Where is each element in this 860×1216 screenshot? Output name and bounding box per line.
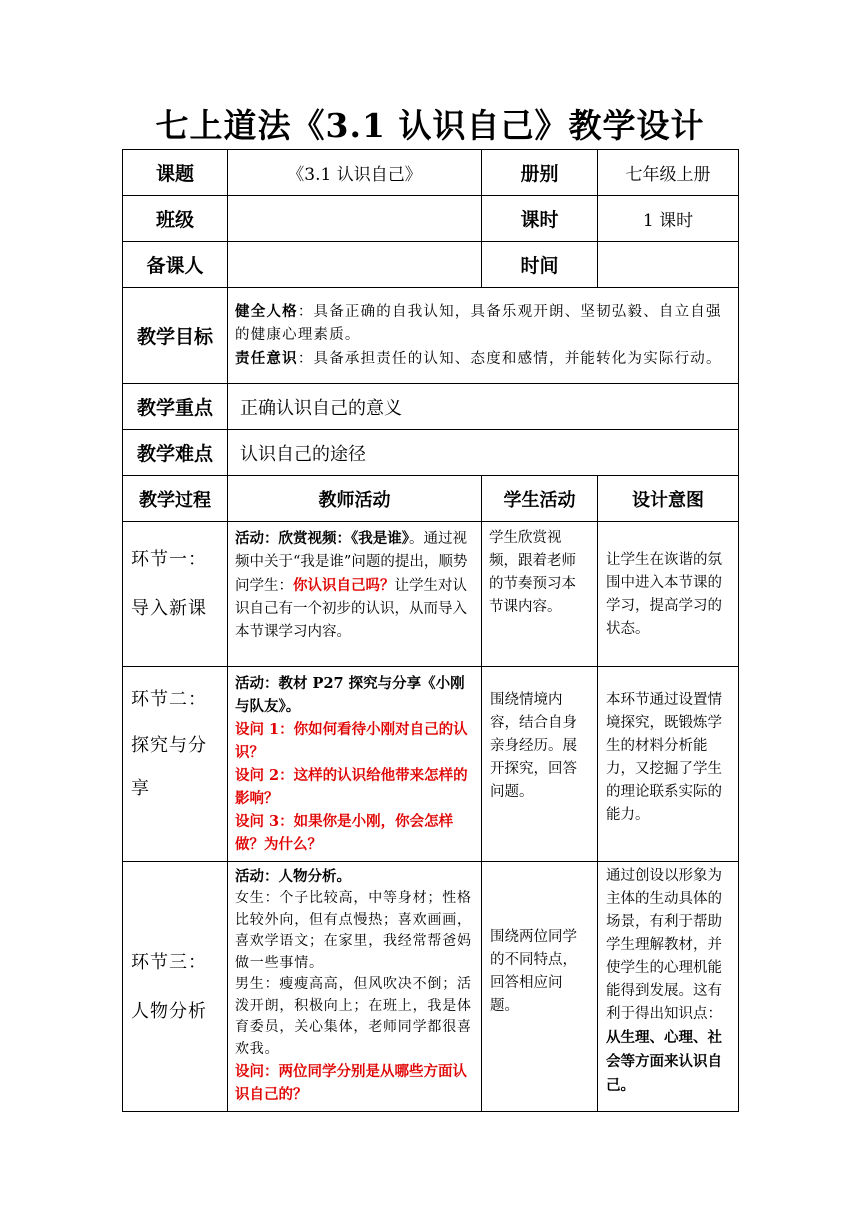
goal-1-text: ：具备正确的自我认知，具备乐观开朗、坚韧弘毅、自立自强的健康心理素质。 <box>235 304 722 343</box>
step2-intent: 本环节通过设置情境探究，既锻炼学生的材料分析能力，又挖掘了学生的理论联系实际的能力。 <box>598 667 739 862</box>
step3-teacher <box>228 862 482 1112</box>
step1-teacher-text1: 。通过视频中关于“我是谁”问题的提出，顺势问学生： <box>235 531 468 594</box>
time-value <box>598 242 739 288</box>
row-step1 <box>123 522 739 667</box>
step2-question-3: 设问 3：如果你是小刚，你会怎样做？为什么？ <box>235 813 454 853</box>
step3-name <box>123 862 228 1112</box>
preparer-value <box>228 242 482 288</box>
step3-teacher-activity: 活动：人物分析。 <box>235 868 351 885</box>
step2-teacher-activity: 活动：教材 P27 探究与分享《小刚与队友》。 <box>235 675 465 715</box>
step3-girl-description: 女生：个子比较高，中等身材；性格比较外向，但有点慢热；喜欢画画，喜欢学语文；在家里，我经常帮爸妈做一些事情。 <box>235 890 472 971</box>
step1-teacher-text2: 让学生对认识自己有一个初步的认识，从而导入本节课学习内容。 <box>235 578 467 640</box>
row-topic <box>123 150 739 196</box>
step2-name <box>123 667 228 862</box>
step1-teacher <box>228 522 482 667</box>
step1-name-line2: 导入新课 <box>131 598 207 619</box>
step2-teacher <box>228 667 482 862</box>
class-label: 班级 <box>123 196 228 242</box>
volume-label: 册别 <box>482 150 598 196</box>
step3-student: 围绕两位同学的不同特点，回答相应问题。 <box>482 862 598 1112</box>
header-process: 教学过程 <box>123 476 228 522</box>
step3-boy-description: 男生：瘦瘦高高，但风吹决不倒；活泼开朗，积极向上；在班上，我是体育委员，关心集体，老师同学都很喜欢我。 <box>235 976 472 1057</box>
header-intent: 设计意图 <box>598 476 739 522</box>
step1-name <box>123 522 228 667</box>
topic-value: 《3.1 认识自己》 <box>228 150 482 196</box>
row-class <box>123 196 739 242</box>
goal-2 <box>235 347 731 371</box>
goal-2-title: 责任意识 <box>235 350 298 367</box>
goal-1 <box>235 300 731 347</box>
step2-student: 围绕情境内容，结合自身亲身经历。展开探究，回答问题。 <box>482 667 598 862</box>
hours-label: 课时 <box>482 196 598 242</box>
step2-question-1: 设问 1：你如何看待小刚对自己的认识？ <box>235 721 468 761</box>
step3-intent-text: 通过创设以形象为主体的生动具体的场景，有利于帮助学生理解教材，并使学生的心理机能能得到发展。这有利于得出知识点： <box>606 868 722 1022</box>
header-student: 学生活动 <box>482 476 598 522</box>
step2-name-line2: 探究与分享 <box>131 735 207 799</box>
row-difficulty <box>123 430 739 476</box>
row-goals <box>123 288 739 384</box>
difficulty-label: 教学难点 <box>123 430 228 476</box>
hours-value: 1 课时 <box>598 196 739 242</box>
step3-name-line1: 环节三： <box>131 951 207 973</box>
class-value <box>228 196 482 242</box>
step3-name-line2: 人物分析 <box>131 1000 207 1022</box>
difficulty-value: 认识自己的途径 <box>228 430 739 476</box>
row-step3 <box>123 862 739 1112</box>
step2-name-line1: 环节二： <box>131 689 207 710</box>
topic-label: 课题 <box>123 150 228 196</box>
volume-value: 七年级上册 <box>598 150 739 196</box>
row-step2 <box>123 667 739 862</box>
goals-label: 教学目标 <box>123 288 228 384</box>
page-title: 七上道法《3.1 认识自己》教学设计 <box>155 106 705 145</box>
step1-name-line1: 环节一： <box>131 549 207 570</box>
header-teacher: 教师活动 <box>228 476 482 522</box>
row-focus <box>123 384 739 430</box>
step1-intent: 让学生在诙谐的氛围中进入本节课的学习，提高学习的状态。 <box>598 522 739 667</box>
row-process-header <box>123 476 739 522</box>
focus-value: 正确认识自己的意义 <box>228 384 739 430</box>
step3-intent <box>598 862 739 1112</box>
preparer-label: 备课人 <box>123 242 228 288</box>
step2-question-2: 设问 2：这样的认识给他带来怎样的影响？ <box>235 767 468 807</box>
step3-intent-conclusion: 从生理、心理、社会等方面来认识自己。 <box>606 1029 722 1094</box>
step1-student: 学生欣赏视频，跟着老师的节奏预习本节课内容。 <box>482 522 598 667</box>
lesson-plan-table <box>122 149 739 1112</box>
goal-1-title: 健全人格 <box>235 303 298 320</box>
goal-2-text: ：具备承担责任的认知、态度和感情，并能转化为实际行动。 <box>297 351 722 367</box>
goals-content <box>228 288 739 384</box>
step1-teacher-activity: 活动：欣赏视频：《我是谁》 <box>235 530 409 547</box>
focus-label: 教学重点 <box>123 384 228 430</box>
time-label: 时间 <box>482 242 598 288</box>
step3-question: 设问：两位同学分别是从哪些方面认识自己的？ <box>235 1063 467 1103</box>
step1-teacher-question: 你认识自己吗？ <box>293 577 395 594</box>
row-preparer <box>123 242 739 288</box>
